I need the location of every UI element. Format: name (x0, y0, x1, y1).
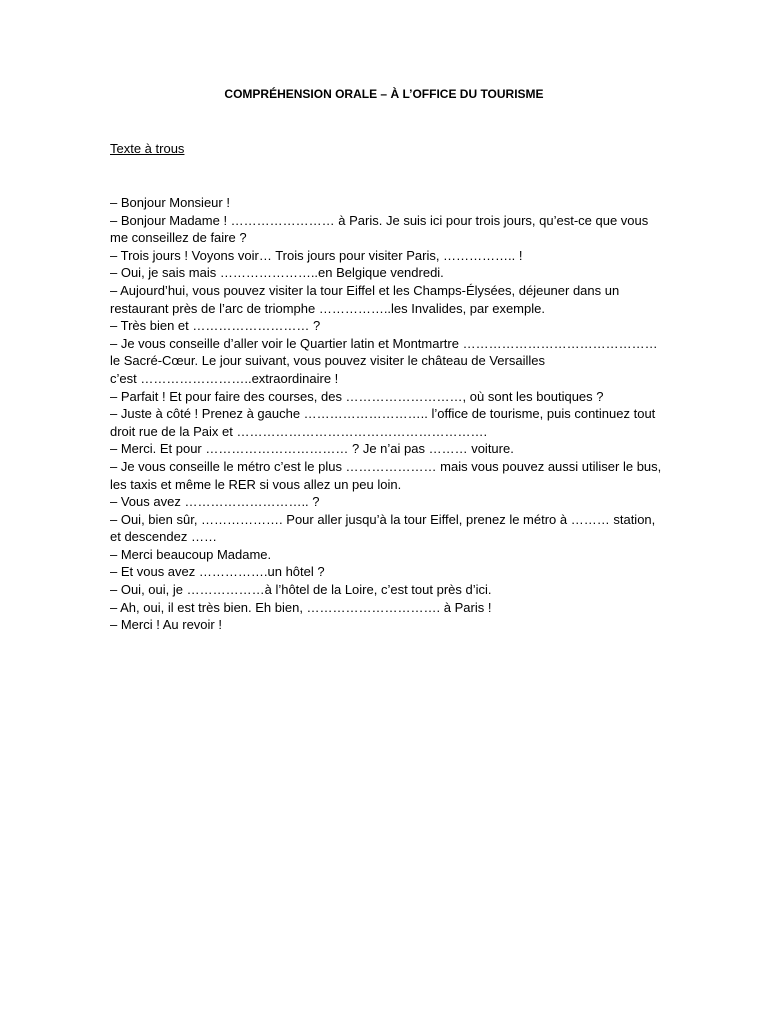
dialogue-line: – Trois jours ! Voyons voir… Trois jours pour visiter Paris, …………….. ! (110, 247, 523, 263)
dialogue-line: – Vous avez ……………………….. ? (110, 494, 320, 510)
dialogue-line: c’est ……………………..extraordinaire ! (110, 370, 339, 386)
dialogue-line: – Bonjour Monsieur ! (110, 195, 230, 210)
dialogue-line: – Et vous avez …………….un hôtel ? (110, 564, 325, 580)
dialogue-line: – Parfait ! Et pour faire des courses, des ………………………, où sont les boutiques ? (110, 388, 604, 404)
dialogue-line: – Merci. Et pour …………………………… ? Je n’ai pas ……… voiture. (110, 441, 514, 457)
dialogue-line: – Je vous conseille d’aller voir le Quartier latin et Montmartre ……………………………………… le Sacré-Cœur. Le jour suivant, vous pouvez visiter le château de Versailles (110, 335, 658, 369)
dialogue-line: – Bonjour Madame ! …………………… à Paris. Je suis ici pour trois jours, qu’est-ce que vous me conseillez de faire ? (110, 212, 649, 246)
dialogue-line: – Ah, oui, il est très bien. Eh bien, …………………………. à Paris ! (110, 599, 492, 615)
dialogue-line: – Oui, bien sûr, ………………. Pour aller jusqu’à la tour Eiffel, prenez le métro à ……… station, et descendez …… (110, 511, 656, 545)
dialogue-line: – Je vous conseille le métro c’est le plus ………………… mais vous pouvez aussi utiliser le bus, les taxis et même le RER si vous allez un peu loin. (110, 458, 662, 492)
dialogue-line: – Oui, je sais mais …………………..en Belgique vendredi. (110, 265, 444, 281)
dialogue-list (110, 194, 662, 634)
dialogue-line: – Merci ! Au revoir ! (110, 617, 222, 633)
document-subtitle: Texte à trous (110, 141, 185, 156)
dialogue-line: – Juste à côté ! Prenez à gauche ……………………….. l’office de tourisme, puis continuez tout droit rue de la Paix et …………………………………………………. (110, 406, 656, 439)
dialogue-line: – Oui, oui, je ………………à l’hôtel de la Loire, c’est tout près d’ici. (110, 582, 492, 598)
document-title: COMPRÉHENSION ORALE – À L’OFFICE DU TOURISME (224, 87, 544, 101)
dialogue-line: – Aujourd’hui, vous pouvez visiter la tour Eiffel et les Champs-Élysées, déjeuner dans un restaurant près de l’arc de triomphe ……………..les Invalides, par exemple. (110, 282, 620, 316)
dialogue-line: – Merci beaucoup Madame. (110, 546, 272, 562)
dialogue-line: – Très bien et ……………………… ? (110, 318, 321, 334)
